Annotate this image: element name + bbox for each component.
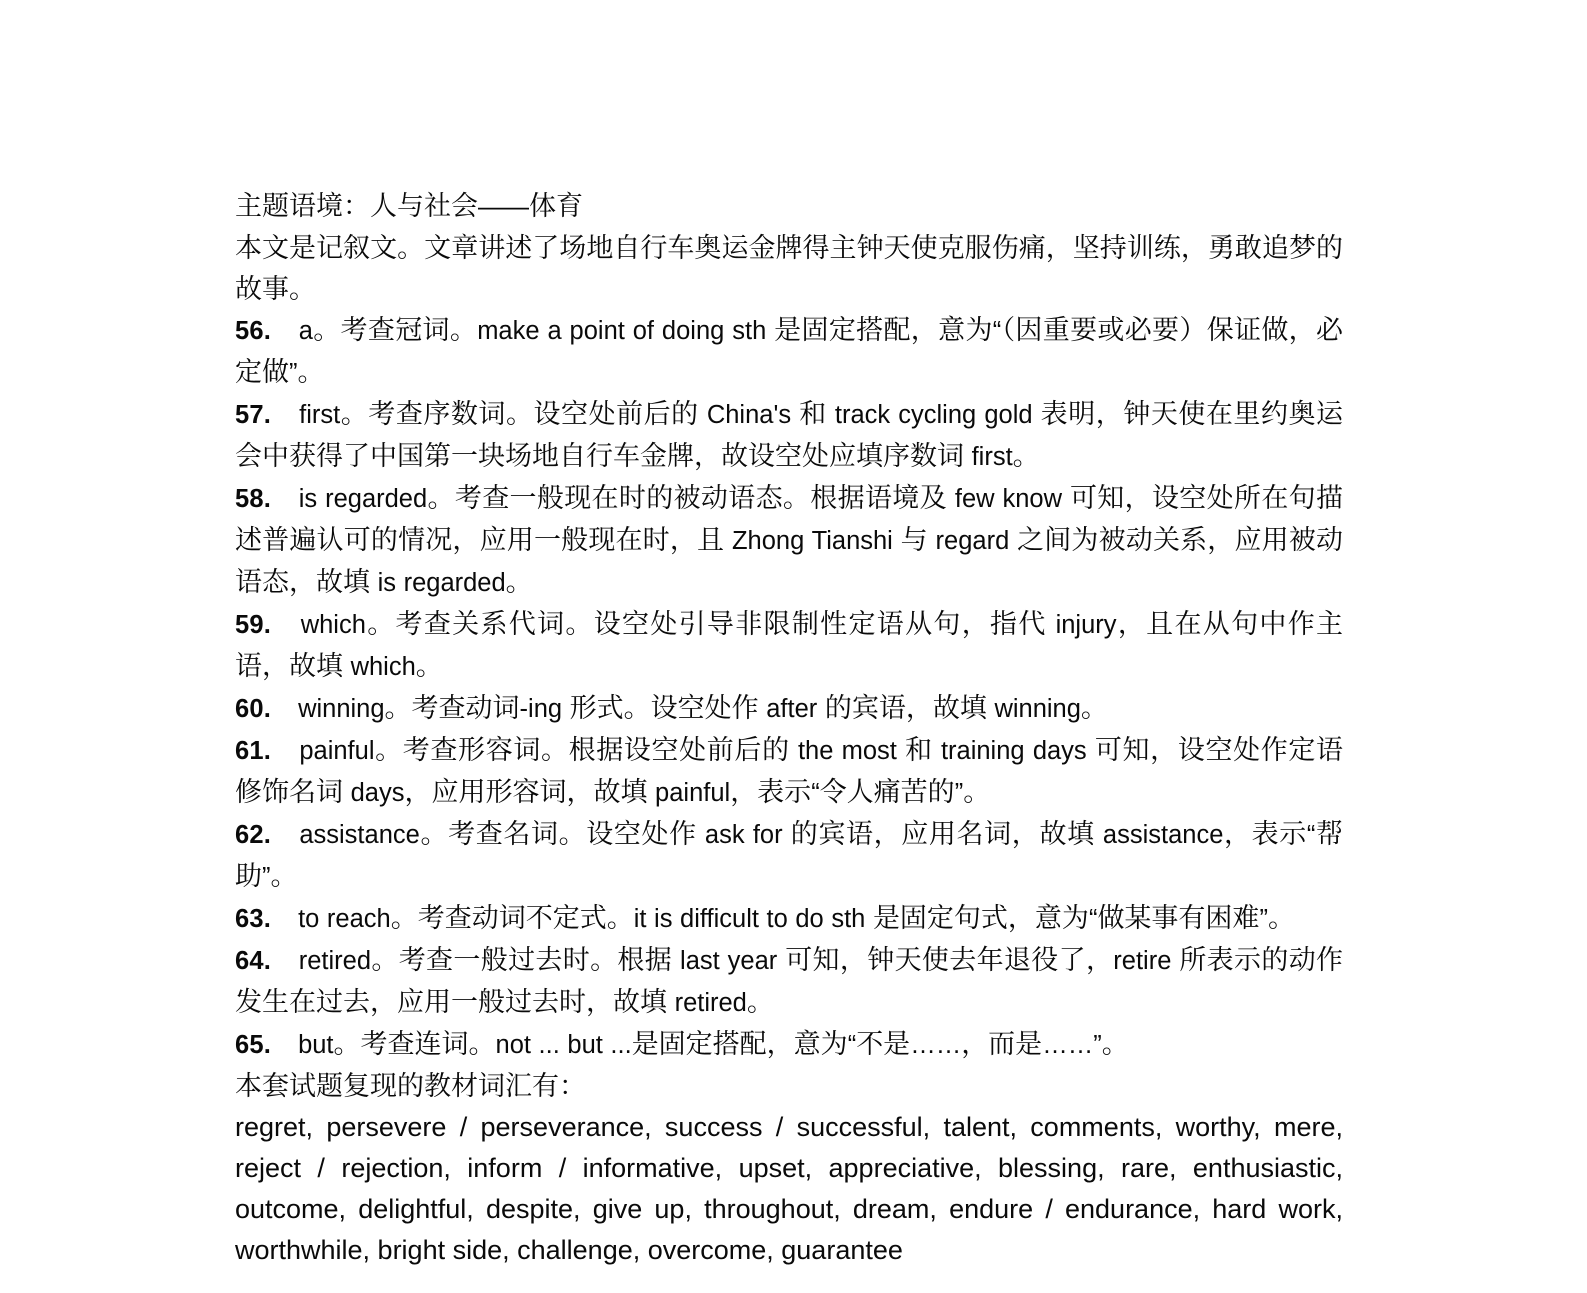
cjk-run: 和	[905, 735, 933, 765]
cjk-run: 是固定句式，意为	[872, 903, 1089, 933]
cjk-run	[271, 315, 299, 345]
latin-run: retired	[667, 989, 747, 1017]
item-number: 61.	[235, 737, 272, 765]
latin-run: painful	[647, 779, 731, 807]
latin-run: track cycling gold	[826, 401, 1041, 429]
latin-run: China's	[698, 401, 800, 429]
cjk-run: 主题语境：人与社会	[235, 191, 478, 221]
latin-run: painful	[299, 737, 375, 765]
latin-run: assistance	[299, 821, 420, 849]
latin-run: ——	[478, 193, 529, 221]
item-number: 56.	[235, 317, 272, 345]
cjk-run	[271, 399, 299, 429]
cjk-run: 。考查动词	[384, 693, 520, 723]
latin-run: “	[1088, 905, 1098, 933]
latin-run: -ing	[519, 695, 570, 723]
latin-run: ”	[1259, 905, 1268, 933]
cjk-run: 。考查形容词。根据设空处前后的	[374, 735, 790, 765]
cjk-run	[271, 903, 298, 933]
latin-run: not ... but ...	[495, 1031, 632, 1059]
cjk-run: 可知，设空处所在句描述普遍认可的情况，应用一般现在时，且	[235, 483, 1344, 555]
cjk-run: ，应用形容词，故填	[404, 777, 648, 807]
cjk-run: 之间为被动关系，应用被动语态，故填	[235, 525, 1344, 597]
cjk-run: 。	[963, 777, 991, 807]
cjk-run: ，表示	[730, 777, 812, 807]
latin-run: the most	[789, 737, 906, 765]
cjk-run: 。考查动词不定式。	[390, 903, 634, 933]
answer-item-61	[235, 730, 1343, 814]
cjk-run: 。	[1267, 903, 1295, 933]
answer-item-64	[235, 940, 1343, 1024]
latin-run: last year	[672, 947, 786, 975]
answer-item-65	[235, 1024, 1343, 1066]
cjk-run: 与	[900, 525, 928, 555]
answer-item-58	[235, 478, 1343, 604]
latin-run: assistance	[1094, 821, 1224, 849]
answer-item-62	[235, 814, 1343, 898]
latin-run: which	[300, 611, 366, 639]
cjk-run: 帮助	[235, 819, 1344, 891]
cjk-run: 表明，钟天使在里约奥运会中获得了中国第一块场地自行车金牌，故设空处应填序数词	[235, 399, 1344, 471]
latin-run: winning	[986, 695, 1081, 723]
cjk-run: 。	[1101, 1029, 1129, 1059]
latin-run: ……”	[1042, 1031, 1102, 1059]
cjk-run: 。	[1012, 441, 1040, 471]
latin-run: retired	[298, 947, 372, 975]
cjk-run: 不是	[856, 1029, 911, 1059]
summary-paragraph	[235, 228, 1343, 310]
item-number: 57.	[235, 401, 272, 429]
latin-run: ……	[910, 1031, 962, 1059]
cjk-run	[271, 693, 298, 723]
latin-run: winning	[298, 695, 385, 723]
cjk-run: 。考查连词。	[333, 1029, 496, 1059]
cjk-run: 。考查一般现在时的被动语态。根据语境及	[427, 483, 947, 513]
cjk-run: 可知，设空处作定语修饰名词	[235, 735, 1344, 807]
item-number: 64.	[235, 947, 272, 975]
latin-run: first	[964, 443, 1013, 471]
latin-run: days	[343, 779, 405, 807]
cjk-run: 。考查冠词。	[312, 315, 478, 345]
answer-item-60	[235, 688, 1343, 730]
cjk-run	[271, 1029, 298, 1059]
cjk-run: 。	[415, 651, 443, 681]
latin-run: retire	[1113, 947, 1180, 975]
latin-run: is regarded	[298, 485, 428, 513]
item-number: 59.	[235, 611, 272, 639]
item-number: 60.	[235, 695, 272, 723]
latin-run: a	[298, 317, 313, 345]
item-number: 63.	[235, 905, 272, 933]
cjk-run: 是固定搭配，意为	[774, 315, 993, 345]
cjk-run: 。考查名词。设空处作	[419, 819, 697, 849]
latin-run: but	[298, 1031, 334, 1059]
cjk-run: 体育	[529, 191, 583, 221]
cjk-run: 所表示的动作发生在过去，应用一般过去时，故填	[235, 945, 1344, 1017]
latin-run: ”	[289, 359, 298, 387]
cjk-run	[271, 819, 299, 849]
item-number: 65.	[235, 1031, 272, 1059]
latin-run: training days	[932, 737, 1095, 765]
latin-run: Zhong Tianshi	[724, 527, 901, 555]
latin-run: make a point of doing sth	[477, 317, 775, 345]
cjk-run: 形式。设空处作	[569, 693, 759, 723]
cjk-run: 做某事有困难	[1097, 903, 1260, 933]
latin-run: “	[1306, 821, 1316, 849]
latin-run: ”	[262, 863, 271, 891]
latin-run: ”	[954, 779, 964, 807]
answer-item-56	[235, 310, 1343, 394]
item-number: 62.	[235, 821, 272, 849]
cjk-run: 令人痛苦的	[819, 777, 955, 807]
cjk-run	[271, 483, 299, 513]
latin-run: to reach	[298, 905, 391, 933]
cjk-run	[271, 735, 299, 765]
answer-item-63	[235, 898, 1343, 940]
cjk-run: 。	[505, 567, 533, 597]
cjk-run: 。	[270, 861, 298, 891]
latin-run: “	[847, 1031, 857, 1059]
cjk-run: （因重要或必要）保证做，必定做	[235, 315, 1344, 387]
cjk-run: 。	[746, 987, 774, 1017]
cjk-run: 。考查关系代词。设空处引导非限制性定语从句，指代	[365, 609, 1047, 639]
cjk-run: 是固定搭配，意为	[631, 1029, 848, 1059]
cjk-run: 。考查一般过去时。根据	[371, 945, 673, 975]
latin-run: injury	[1046, 611, 1117, 639]
document-content	[235, 186, 1343, 1271]
cjk-run: 可知，钟天使去年退役了，	[785, 945, 1114, 975]
cjk-run: 的宾语，故填	[824, 693, 987, 723]
topic-line	[235, 186, 1343, 228]
latin-run: few know	[946, 485, 1070, 513]
latin-run: after	[758, 695, 825, 723]
cjk-run	[271, 945, 299, 975]
cjk-run: ，且在从句中作主语，故填	[235, 609, 1344, 681]
cjk-run: ，而是	[961, 1029, 1043, 1059]
cjk-run: ，表示	[1223, 819, 1307, 849]
latin-run: ask for	[696, 821, 791, 849]
latin-run: “	[992, 317, 1002, 345]
cjk-run: 本文是记叙文。文章讲述了场地自行车奥运金牌得主钟天使克服伤痛，坚持训练，勇敢追梦的故事。	[235, 233, 1343, 304]
vocabulary-list: regret, persevere / perseverance, success / successful, talent, comments, worthy, mere, reject / rejection, inform / informative, upset, appreciative, blessing, rare, enthusiastic, outcome, delightful, despite, give up, throughout, dream, endure / endurance, hard work, worthwhile, bright side, challenge, overcome, guarantee	[235, 1112, 1343, 1265]
cjk-run: 。考查序数词。设空处前后的	[340, 399, 699, 429]
latin-run: is regarded	[370, 569, 506, 597]
cjk-run: 。	[1080, 693, 1108, 723]
vocabulary-heading	[235, 1066, 1343, 1107]
cjk-run: 。	[297, 357, 325, 387]
answer-item-59	[235, 604, 1343, 688]
latin-run: first	[299, 401, 341, 429]
cjk-run: 的宾语，应用名词，故填	[790, 819, 1095, 849]
latin-run: regard	[927, 527, 1018, 555]
latin-run: which	[343, 653, 416, 681]
cjk-run	[271, 609, 301, 639]
cjk-run: 和	[799, 399, 827, 429]
latin-run: it is difficult to do sth	[633, 905, 873, 933]
item-number: 58.	[235, 485, 272, 513]
cjk-run: 本套试题复现的教材词汇有：	[235, 1071, 586, 1101]
latin-run: “	[811, 779, 820, 807]
answer-item-57	[235, 394, 1343, 478]
